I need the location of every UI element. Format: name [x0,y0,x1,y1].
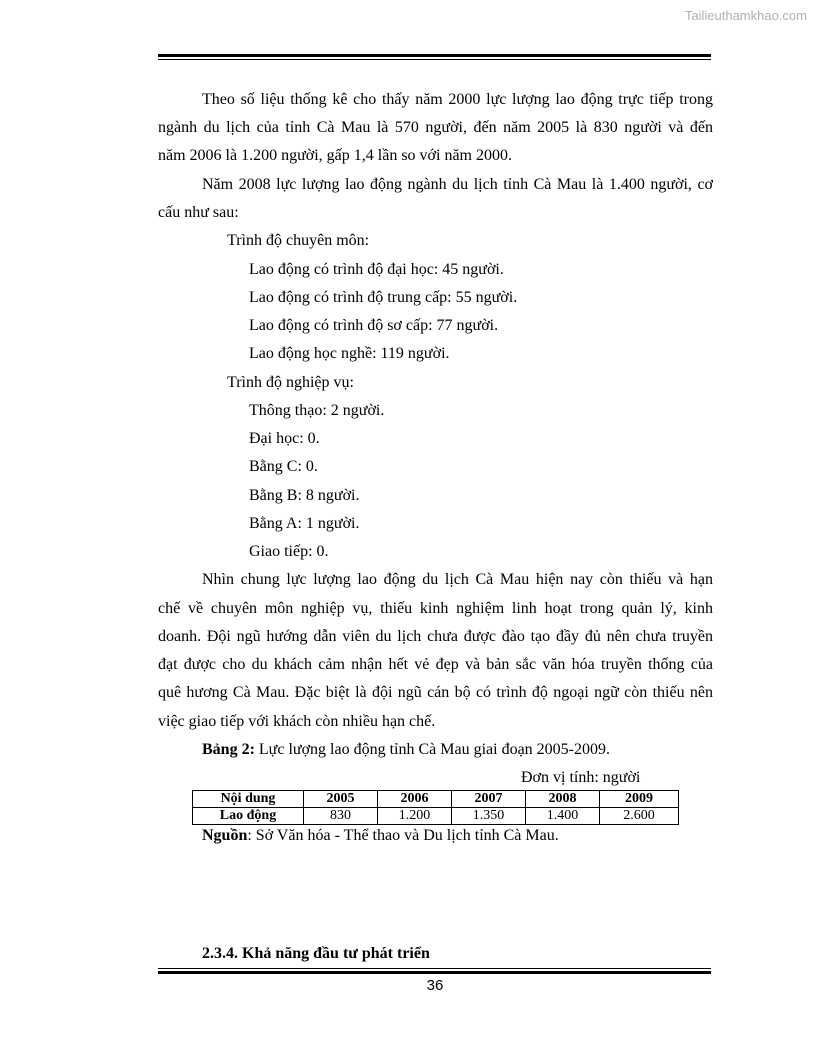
table-cell: 1.200 [378,808,452,825]
paragraph-3-line-1: Nhìn chung lực lượng lao động du lịch Cà Mau hiện nay còn thiếu và hạn [202,571,713,588]
list-item: Bằng A: 1 người. [249,515,360,532]
paragraph-2-line-1: Năm 2008 lực lượng lao động ngành du lịch tỉnh Cà Mau là 1.400 người, cơ [202,176,713,193]
paragraph-3-line-2: chế về chuyên môn nghiệp vụ, thiếu kinh nghiệm linh hoạt trong quản lý, kinh [158,600,713,617]
table-cell: 2.600 [600,808,679,825]
table-header-row [193,791,679,808]
page-number: 36 [426,977,444,994]
table-row [193,808,679,825]
source-label: Nguồn [202,827,248,844]
paragraph-1-line-2: ngành du lịch của tỉnh Cà Mau là 570 người, đến năm 2005 là 830 người và đến [158,119,713,136]
table-cell: 1.350 [452,808,526,825]
list-item: Lao động có trình độ trung cấp: 55 người. [249,289,518,306]
unit-label: Đơn vị tính: người [521,769,641,786]
paragraph-1-line-3: năm 2006 là 1.200 người, gấp 1,4 lần so với năm 2000. [158,147,512,164]
table-header-cell: 2008 [526,791,600,808]
list-item: Đại học: 0. [249,430,320,447]
table-header-cell: Nội dung [193,791,304,808]
list-item: Lao động có trình độ sơ cấp: 77 người. [249,317,499,334]
list-item: Bằng B: 8 người. [249,487,360,504]
paragraph-3-line-6: việc giao tiếp với khách còn nhiều hạn chế. [158,713,436,730]
table-cell: 830 [304,808,378,825]
table-header-cell: 2005 [304,791,378,808]
list-item: Thông thạo: 2 người. [249,402,385,419]
section-chuyen-mon-heading: Trình độ chuyên môn: [227,232,370,249]
table-cell: Lao động [193,808,304,825]
table-header-cell: 2007 [452,791,526,808]
source-text: : Sở Văn hóa - Thể thao và Du lịch tỉnh Cà Mau. [247,827,559,844]
table-header-cell: 2009 [600,791,679,808]
table-caption [202,736,610,764]
labor-table [192,790,679,825]
table-cell: 1.400 [526,808,600,825]
paragraph-1-line-1: Theo số liệu thống kê cho thấy năm 2000 lực lượng lao động trực tiếp trong [202,91,713,108]
table-header-cell: 2006 [378,791,452,808]
list-item: Bằng C: 0. [249,458,318,475]
footer-rule [158,968,711,974]
list-item: Lao động có trình độ đại học: 45 người. [249,261,504,278]
list-item: Lao động học nghề: 119 người. [249,345,450,362]
paragraph-3-line-5: quê hương Cà Mau. Đặc biệt là đội ngũ cán bộ có trình độ ngoại ngữ còn thiếu nên [158,684,713,701]
section-nghiep-vu-heading: Trình độ nghiệp vụ: [227,374,354,391]
paragraph-2-line-2: cấu như sau: [158,204,239,221]
paragraph-3-line-4: đạt được cho du khách cảm nhận hết vẻ đẹp và bản sắc văn hóa truyền thống của [158,656,713,673]
source-note [202,826,559,846]
table-caption-text: Lực lượng lao động tỉnh Cà Mau giai đoạn 2005-2009. [254,741,610,758]
list-item: Giao tiếp: 0. [249,543,329,560]
paragraph-3-line-3: doanh. Đội ngũ hướng dẫn viên du lịch chưa được đào tạo đầy đủ nên chưa truyền [158,628,713,645]
watermark: Tailieuthamkhao.com [684,8,807,23]
header-rule [158,54,711,60]
table-caption-label: Bảng 2: [202,741,255,758]
section-heading: 2.3.4. Khả năng đầu tư phát triển [202,945,430,962]
